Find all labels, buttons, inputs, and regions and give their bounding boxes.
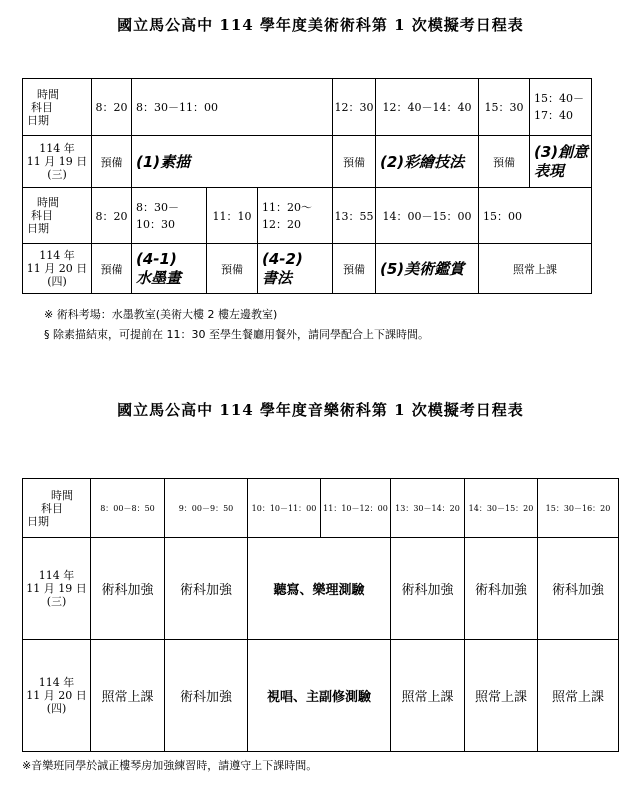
art-time-row-2 bbox=[23, 188, 592, 244]
subject-ink-painting: (4-1) 水墨畫 bbox=[132, 244, 207, 294]
corner-header: 時間 科目 日期 bbox=[23, 479, 91, 538]
practice-cell: 術科加強 bbox=[165, 538, 248, 640]
practice-cell: 術科加強 bbox=[391, 538, 465, 640]
prep-cell: 預備 bbox=[479, 136, 530, 188]
prep-cell: 預備 bbox=[333, 136, 376, 188]
art-day2-row bbox=[23, 244, 592, 294]
art-venue-note: ※ 術科考場：水墨教室(美術大樓 2 樓左邊教室) bbox=[44, 308, 278, 321]
time-cell: 15：00 bbox=[479, 188, 592, 244]
regular-class-cell: 照常上課 bbox=[538, 640, 619, 752]
time-cell: 11：10 bbox=[207, 188, 258, 244]
practice-cell: 術科加強 bbox=[465, 538, 538, 640]
prep-cell: 預備 bbox=[92, 136, 132, 188]
time-cell: 9：00－9：50 bbox=[165, 479, 248, 538]
time-cell: 14：00－15：00 bbox=[376, 188, 479, 244]
time-cell: 13：55 bbox=[333, 188, 376, 244]
time-cell: 13：30－14：20 bbox=[391, 479, 465, 538]
corner-header: 時間 科目 日期 bbox=[23, 79, 92, 136]
art-schedule-table bbox=[22, 78, 592, 294]
regular-class-cell: 照常上課 bbox=[91, 640, 165, 752]
dictation-theory-test: 聽寫、樂理測驗 bbox=[248, 538, 391, 640]
subject-calligraphy: (4-2) 書法 bbox=[258, 244, 333, 294]
time-cell: 11：10－12：00 bbox=[321, 479, 391, 538]
music-time-row bbox=[23, 479, 619, 538]
subject-creative: (3)創意 表現 bbox=[530, 136, 592, 188]
time-cell: 12：40－14：40 bbox=[376, 79, 479, 136]
date-cell: 114 年 11 月 19 日 (三) bbox=[23, 538, 91, 640]
time-cell: 14：30－15：20 bbox=[465, 479, 538, 538]
art-day1-row bbox=[23, 136, 592, 188]
date-cell: 114 年 11 月 19 日 (三) bbox=[23, 136, 92, 188]
art-time-row-1 bbox=[23, 79, 592, 136]
music-schedule-title: 國立馬公高中 114 學年度音樂術科第 1 次模擬考日程表 bbox=[117, 401, 524, 419]
time-cell: 15：30 bbox=[479, 79, 530, 136]
prep-cell: 預備 bbox=[92, 244, 132, 294]
time-cell: 8：00－8：50 bbox=[91, 479, 165, 538]
time-cell: 12：30 bbox=[333, 79, 376, 136]
prep-cell: 預備 bbox=[207, 244, 258, 294]
corner-header: 時間 科目 日期 bbox=[23, 188, 92, 244]
music-schedule-table bbox=[22, 478, 619, 752]
time-cell: 8：30－ 10：30 bbox=[132, 188, 207, 244]
regular-class-cell: 照常上課 bbox=[465, 640, 538, 752]
subject-painting: (2)彩繪技法 bbox=[376, 136, 479, 188]
practice-cell: 術科加強 bbox=[165, 640, 248, 752]
subject-appreciation: (5)美術鑑賞 bbox=[376, 244, 479, 294]
prep-cell: 預備 bbox=[333, 244, 376, 294]
time-cell: 11：20～ 12：20 bbox=[258, 188, 333, 244]
regular-class-cell: 照常上課 bbox=[479, 244, 592, 294]
time-cell: 15：40－ 17：40 bbox=[530, 79, 592, 136]
regular-class-cell: 照常上課 bbox=[391, 640, 465, 752]
date-cell: 114 年 11 月 20 日 (四) bbox=[23, 640, 91, 752]
music-day2-row bbox=[23, 640, 619, 752]
time-cell: 8：30－11：00 bbox=[132, 79, 333, 136]
sight-singing-test: 視唱、主副修測驗 bbox=[248, 640, 391, 752]
art-schedule-title: 國立馬公高中 114 學年度美術術科第 1 次模擬考日程表 bbox=[117, 16, 524, 34]
subject-sketch: (1)素描 bbox=[132, 136, 333, 188]
time-cell: 8：20 bbox=[92, 188, 132, 244]
music-day1-row bbox=[23, 538, 619, 640]
art-lunch-note: § 除素描結束，可提前在 11：30 至學生餐廳用餐外，請同學配合上下課時間。 bbox=[44, 328, 429, 341]
time-cell: 8：20 bbox=[92, 79, 132, 136]
time-cell: 15：30－16：20 bbox=[538, 479, 619, 538]
practice-cell: 術科加強 bbox=[538, 538, 619, 640]
date-cell: 114 年 11 月 20 日 (四) bbox=[23, 244, 92, 294]
practice-cell: 術科加強 bbox=[91, 538, 165, 640]
time-cell: 10：10－11：00 bbox=[248, 479, 321, 538]
music-practice-note: ※音樂班同學於誠正樓琴房加強練習時，請遵守上下課時間。 bbox=[22, 759, 318, 772]
